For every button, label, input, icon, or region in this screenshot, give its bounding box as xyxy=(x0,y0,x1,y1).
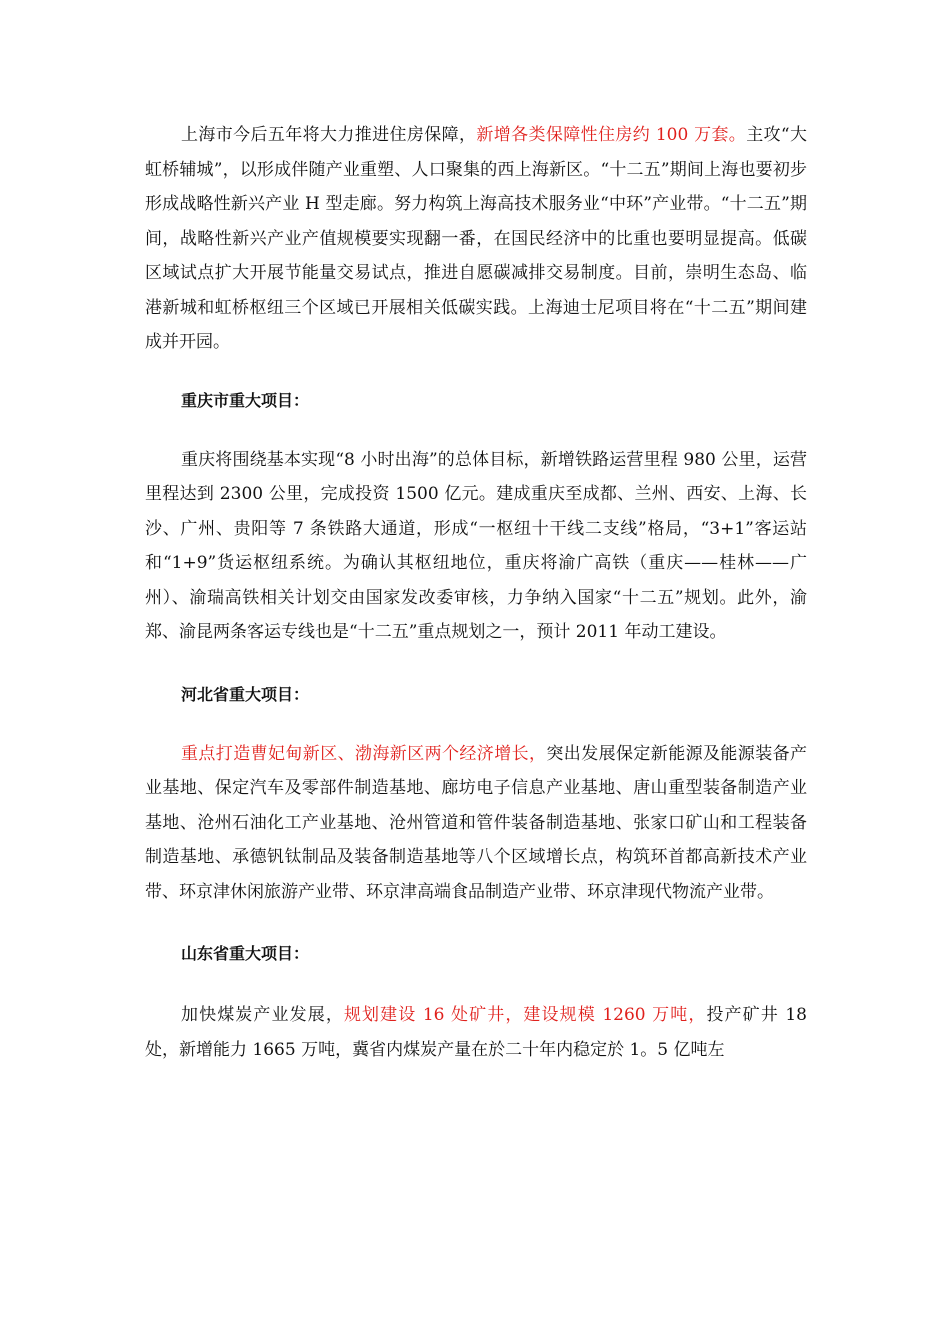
chongqing-paragraph: 重庆将围绕基本实现“8 小时出海”的总体目标，新增铁路运营里程 980 公里，运营里程达到 2300 公里，完成投资 1500 亿元。建成重庆至成都、兰州、西安、上海、长沙、广州、贵阳等 7 条铁路大通道，形成“一枢纽十干线二支线”格局，“3+1”客运站和“1+9”货运枢纽系统。为确认其枢纽地位，重庆将渝广高铁（重庆——桂林——广州）、渝瑞高铁相关计划交由国家发改委审核，力争纳入国家“十二五”规划。此外，渝郑、渝昆两条客运专线也是“十二五”重点规划之一，预计 2011 年动工建设。 xyxy=(145,449,807,642)
shanghai-text-lead: 上海市今后五年将大力推进住房保障， xyxy=(181,125,477,145)
shanghai-highlight: 新增各类保障性住房约 100 万套。 xyxy=(476,125,747,145)
shandong-highlight: 规划建设 16 处矿井，建设规模 1260 万吨， xyxy=(343,1005,707,1025)
document-body xyxy=(145,118,807,1067)
hebei-paragraph xyxy=(145,737,807,910)
shandong-text-lead: 加快煤炭产业发展， xyxy=(181,1005,344,1025)
shandong-heading: 山东省重大项目： xyxy=(181,944,310,963)
shanghai-text-rest: 主攻“大虹桥辅城”，以形成伴随产业重塑、人口聚集的西上海新区。“十二五”期间上海也要初步形成战略性新兴产业 H 型走廊。努力构筑上海高技术服务业“中环”产业带。“十二五”期间，战略性新兴产业产值规模要实现翻一番，在国民经济中的比重也要明显提高。低碳区域试点扩大开展节能量交易试点，推进自愿碳减排交易制度。目前，崇明生态岛、临港新城和虹桥枢纽三个区域已开展相关低碳实践。上海迪士尼项目将在“十二五”期间建成并开园。 xyxy=(145,125,807,352)
shanghai-paragraph xyxy=(145,118,807,360)
shandong-paragraph xyxy=(145,998,807,1067)
chongqing-heading: 重庆市重大项目： xyxy=(181,390,310,410)
hebei-highlight: 重点打造曹妃甸新区、渤海新区两个经济增长， xyxy=(181,743,547,764)
hebei-heading: 河北省重大项目： xyxy=(181,684,310,704)
hebei-text-rest: 突出发展保定新能源及能源装备产业基地、保定汽车及零部件制造基地、廊坊电子信息产业基地、唐山重型装备制造产业基地、沧州石油化工产业基地、沧州管道和管件装备制造基地、张家口矿山和工程装备制造基地、承德钒钛制品及装备制造基地等八个区域增长点，构筑环首都高新技术产业带、环京津休闲旅游产业带、环京津高端食品制造产业带、环京津现代物流产业带。 xyxy=(145,743,808,902)
shandong-text-rest: 投产矿井 18 处，新增能力 1665 万吨，冀省内煤炭产量在於二十年内稳定於 1。5 亿吨左 xyxy=(145,1005,807,1060)
